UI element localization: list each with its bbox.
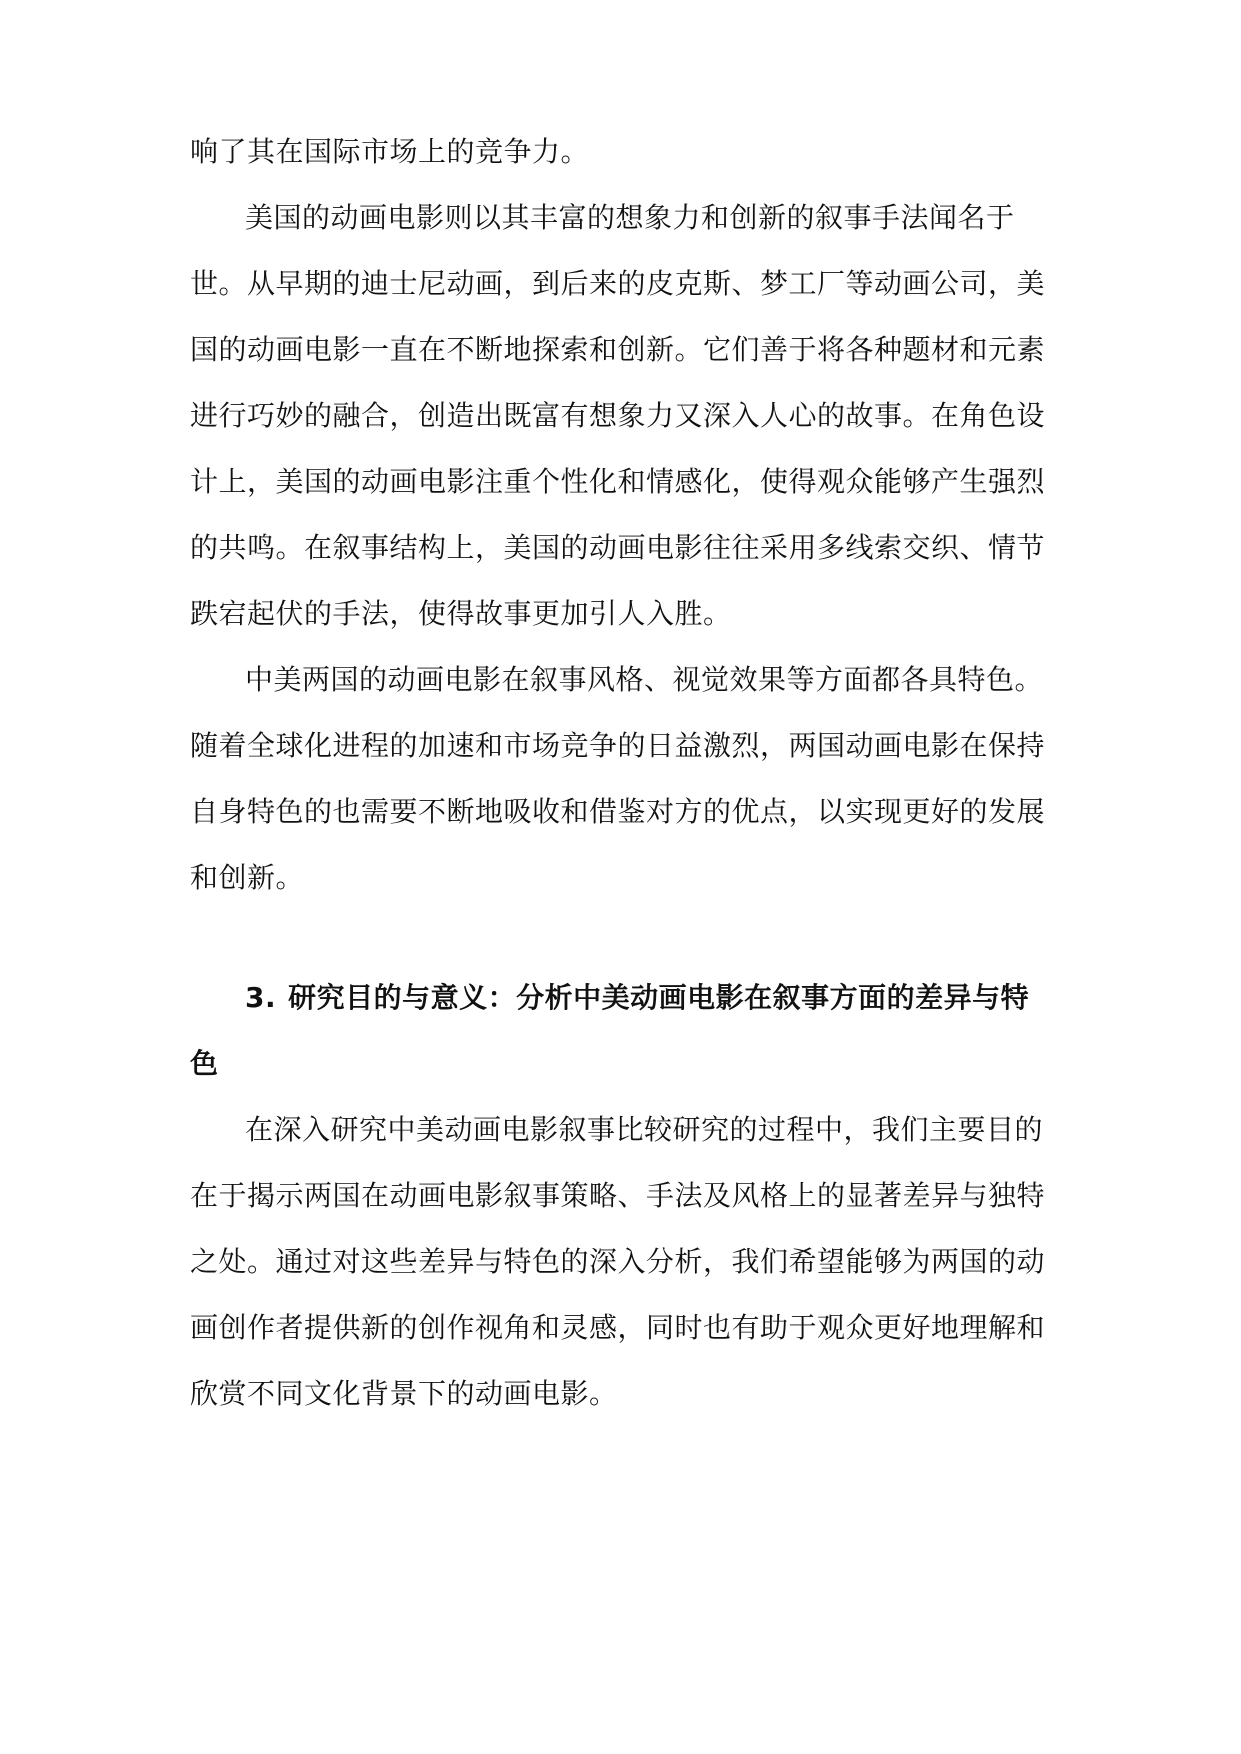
paragraph-line: 之处。通过对这些差异与特色的深入分析，我们希望能够为两国的动 <box>190 1245 1046 1278</box>
paragraph-line: 画创作者提供新的创作视角和灵感，同时也有助于观众更好地理解和 <box>190 1311 1046 1344</box>
paragraph-line: 自身特色的也需要不断地吸收和借鉴对方的优点，以实现更好的发展 <box>190 795 1046 828</box>
paragraph-line: 世。从早期的迪士尼动画，到后来的皮克斯、梦工厂等动画公司，美 <box>190 267 1046 300</box>
paragraph-line: 随着全球化进程的加速和市场竞争的日益激烈，两国动画电影在保持 <box>190 729 1046 762</box>
paragraph-line: 和创新。 <box>190 861 305 894</box>
paragraph-line: 计上，美国的动画电影注重个性化和情感化，使得观众能够产生强烈 <box>190 465 1046 498</box>
section-heading <box>245 978 1050 1018</box>
paragraph-line: 跌宕起伏的手法，使得故事更加引人入胜。 <box>190 597 732 630</box>
paragraph-line: 的共鸣。在叙事结构上，美国的动画电影往往采用多线索交织、情节 <box>190 531 1046 564</box>
paragraph-line: 中美两国的动画电影在叙事风格、视觉效果等方面都各具特色。 <box>245 663 1044 696</box>
paragraph-line: 在深入研究中美动画电影叙事比较研究的过程中，我们主要目的 <box>245 1113 1044 1146</box>
paragraph-line: 欣赏不同文化背景下的动画电影。 <box>190 1377 618 1410</box>
paragraph-line: 进行巧妙的融合，创造出既富有想象力又深入人心的故事。在角色设 <box>190 399 1046 432</box>
paragraph-line: 美国的动画电影则以其丰富的想象力和创新的叙事手法闻名于 <box>245 201 1015 234</box>
section-title-line: 色 <box>190 1047 219 1080</box>
paragraph-line: 响了其在国际市场上的竞争力。 <box>190 135 590 168</box>
section-number: 3. <box>245 981 277 1014</box>
paragraph-line: 在于揭示两国在动画电影叙事策略、手法及风格上的显著差异与独特 <box>190 1179 1046 1212</box>
paragraph-line: 国的动画电影一直在不断地探索和创新。它们善于将各种题材和元素 <box>190 333 1046 366</box>
section-title-line: 研究目的与意义：分析中美动画电影在叙事方面的差异与特 <box>288 981 1030 1014</box>
